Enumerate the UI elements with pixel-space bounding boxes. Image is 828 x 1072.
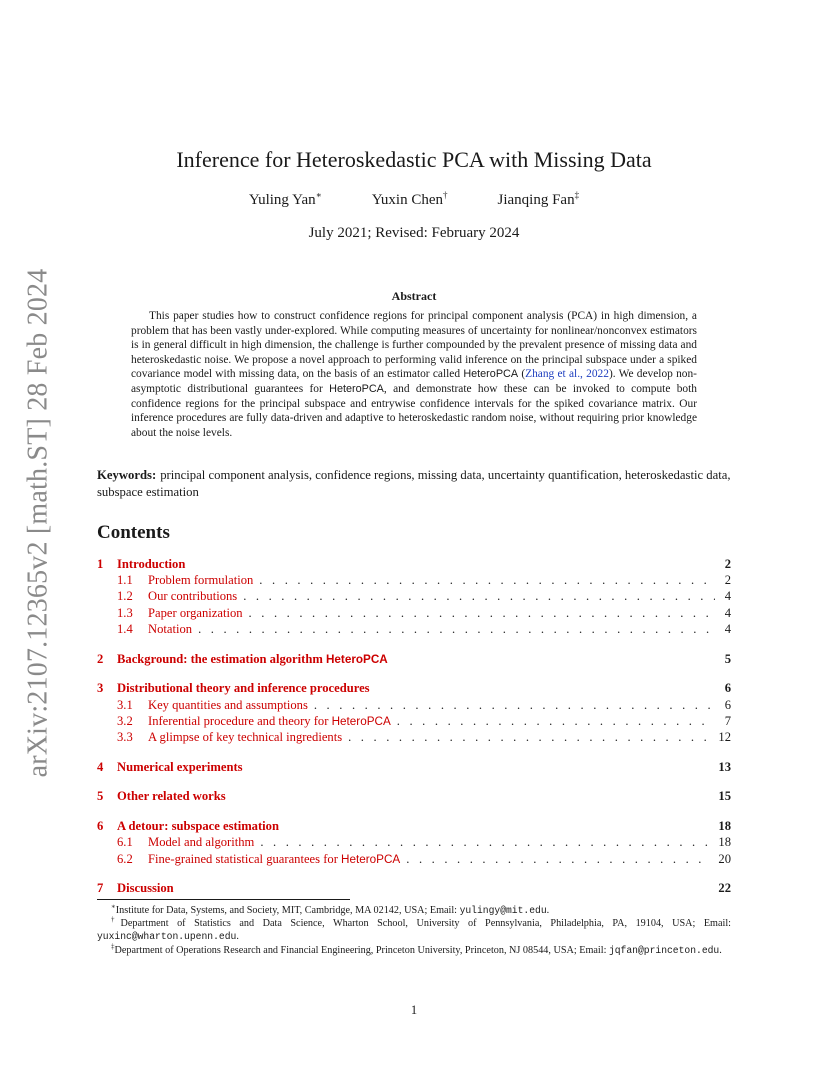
- footnote: ‡Department of Operations Research and Financial Engineering, Princeton University, Princeton, NJ 08544, USA; Email: jqfan@princeton.edu.: [111, 942, 722, 956]
- toc-entry[interactable]: 5 Other related works 15: [97, 789, 731, 804]
- toc-entry[interactable]: 6 A detour: subspace estimation 18: [97, 819, 731, 834]
- paper-title: Inference for Heteroskedastic PCA with Missing Data: [176, 147, 652, 172]
- author: Jianqing Fan‡: [497, 190, 580, 208]
- table-of-contents: [97, 556, 731, 897]
- toc-entry[interactable]: 4 Numerical experiments 13: [97, 759, 731, 774]
- citation-link[interactable]: Zhang et al., 2022: [525, 368, 609, 381]
- footnote: †Department of Statistics and Data Science, Wharton School, University of Pennsylvania, Philadelphia, PA, 19104, USA; Email: yuxinc@wharton.upenn.edu.: [97, 915, 731, 943]
- author: Yuling Yan∗: [248, 190, 322, 208]
- keywords: [97, 467, 731, 500]
- toc-entry[interactable]: 1 Introduction 2: [97, 557, 731, 571]
- algorithm-name: HeteroPCA: [329, 382, 384, 395]
- footnote-divider: [97, 899, 350, 900]
- paper-dates: July 2021; Revised: February 2024: [308, 225, 520, 241]
- toc-entry[interactable]: 1.2 Our contributions . . . 4: [97, 588, 731, 604]
- toc-entry[interactable]: 7 Discussion 22: [97, 881, 731, 896]
- toc-entry[interactable]: 3.2 Inferential procedure and theory for HeteroPCA . . . 7: [97, 713, 731, 729]
- arxiv-sidebar-stamp: [16, 270, 60, 775]
- toc-entry[interactable]: 3.3 A glimpse of key technical ingredients . . . 12: [97, 729, 731, 745]
- toc-entry[interactable]: 1.4 Notation . . . 4: [97, 621, 731, 637]
- algorithm-name: HeteroPCA: [463, 368, 519, 381]
- footnote: ∗Institute for Data, Systems, and Society, MIT, Cambridge, MA 02142, USA; Email: yulingy@mit.edu.: [111, 902, 550, 916]
- contents-heading: Contents: [97, 522, 170, 543]
- keywords-label: Keywords:: [97, 468, 157, 482]
- toc-entry[interactable]: 1.3 Paper organization . . . 4: [97, 605, 731, 621]
- toc-entry[interactable]: 1.1 Problem formulation . . . 2: [97, 572, 731, 588]
- abstract-text: This paper studies how to construct confidence regions for principal component analysis (PCA) in high dimension, a problem that has been vastly under-explored. While computing measures of uncertainty for nonlinear/nonconvex estimators is in general difficult in high dimension, the challenge is further compounded by the prevalent presence of missing data and heteroskedastic noise. We propose a novel approach to performing valid inference on the principal subspace under a spiked covariance model with missing data, on the basis of an estimator called HeteroPCA (Zhang et al., 2022). We develop non-asymptotic distributional guarantees for HeteroPCA, and demonstrate how these can be invoked to compute both confidence regions for the principal subspace and entrywise confidence intervals for the spiked covariance matrix. Our inference procedures are fully data-driven and adaptive to heteroskedastic random noise, without requiring prior knowledge about the noise levels.: [131, 310, 697, 439]
- toc-entry[interactable]: 6.1 Model and algorithm . . . 18: [97, 834, 731, 850]
- email-address: jqfan@princeton.edu: [608, 944, 720, 956]
- email-address: yuxinc@wharton.upenn.edu: [97, 931, 237, 943]
- footnotes: [97, 904, 731, 957]
- arxiv-identifier: arXiv:2107.12365v2 [math.ST] 28 Feb 2024: [22, 268, 53, 777]
- keywords-text: principal component analysis, confidence regions, missing data, uncertainty quantification, heteroskedastic data, subspace estimation: [97, 468, 731, 499]
- toc-entry[interactable]: 2 Background: the estimation algorithm HeteroPCA 5: [97, 651, 731, 666]
- author: Yuxin Chen†: [371, 190, 448, 208]
- toc-entry[interactable]: 3.1 Key quantities and assumptions . . . 6: [97, 697, 731, 713]
- toc-entry[interactable]: 3 Distributional theory and inference procedures 6: [97, 681, 731, 696]
- toc-entry[interactable]: 6.2 Fine-grained statistical guarantees for HeteroPCA . . . 20: [97, 851, 731, 867]
- email-address: yulingy@mit.edu: [459, 905, 547, 916]
- page-number: 1: [410, 1003, 418, 1017]
- author-list: [0, 192, 828, 209]
- abstract-heading: Abstract: [391, 289, 437, 303]
